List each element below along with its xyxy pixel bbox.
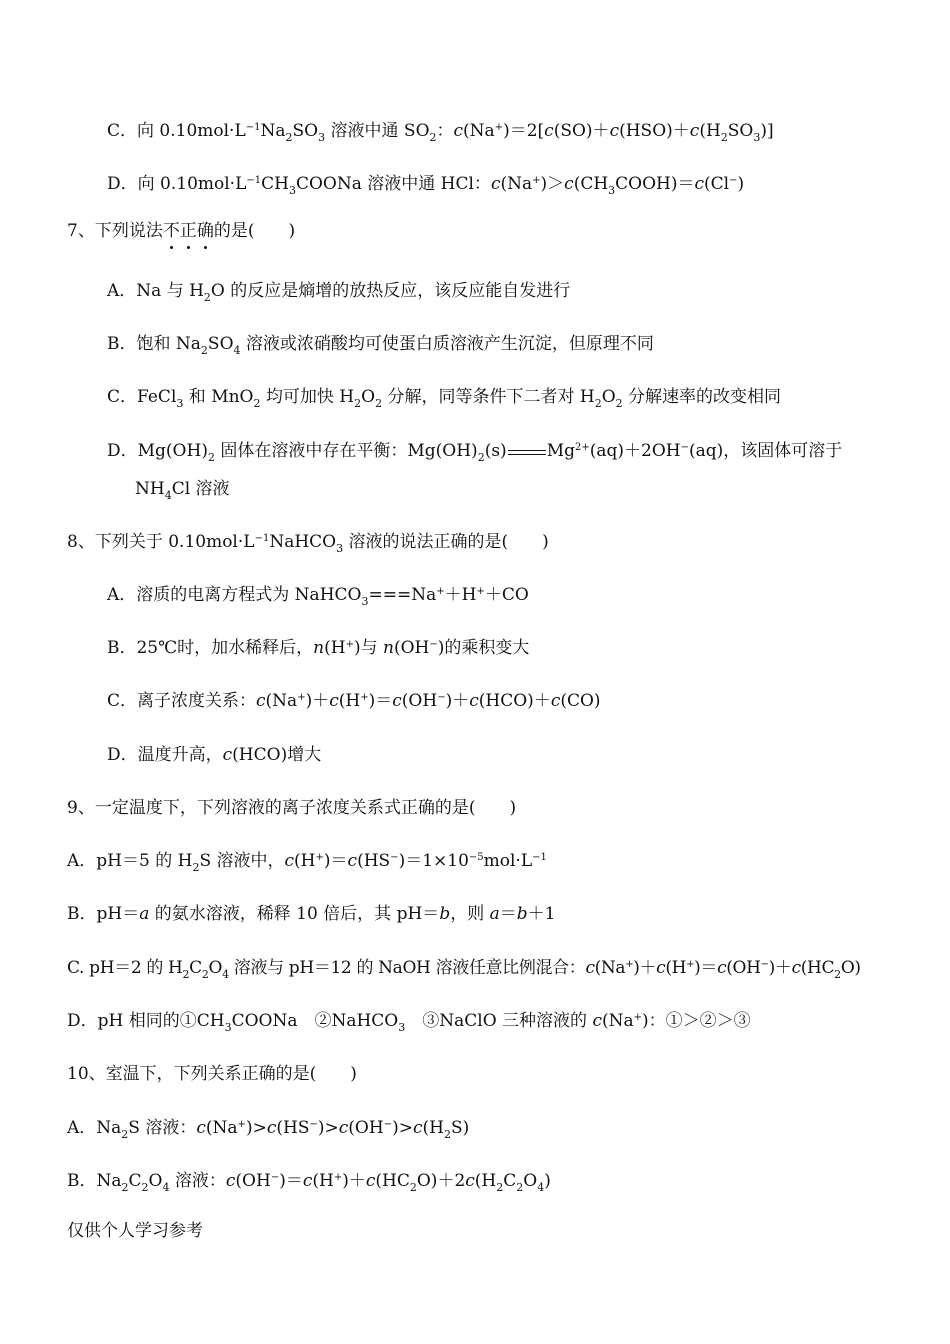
- q7-option-a: A．Na 与 $H_2O$ 的反应是熵增的放热反应，该反应能自发进行: [107, 281, 571, 304]
- emphasis-char: 确: [196, 221, 214, 241]
- question-9-stem: 9、一定温度下，下列溶液的离子浓度关系式正确的是( ): [67, 798, 517, 818]
- q9-option-d: D．pH 相同的$①CH_3COONa$ ②NaHCO$_3$ ③NaClO 三种溶液的 c(Na+)：①＞②＞③: [67, 1011, 751, 1034]
- q7-option-b: B．饱和 $Na_2SO_4$ 溶液或浓硝酸均可使蛋白质溶液产生沉淀，但原理不同: [107, 334, 654, 357]
- q10-option-b: B．$Na_2C_2O_4$ 溶液：$c(OH^-)=c(H^+)+c(HC_2O)+2c(H_2C_2O_4)$: [67, 1171, 551, 1194]
- q6-option-c: C．向 $0.10mol\cdot L^{-1}Na_2SO_3$ 溶液中通 $SO_2$：$c(Na^+)=2[c(SO)+c(HSO)+c(H_2SO_3)]$: [107, 121, 774, 144]
- q7-option-d: D．$Mg(OH)_2$ 固体在溶液中存在平衡：$Mg(OH)_2(s)$ $Mg^{2+}(aq)+2OH^-(aq)$，该固体可溶于: [107, 441, 843, 464]
- question-7-stem: 7、下列说法不正确的是( ): [67, 221, 296, 241]
- q10-option-a: A．$Na_2S$ 溶液：$c(Na^+)>c(HS^-)>c(OH^-)>c(H_2S)$: [67, 1118, 470, 1141]
- q7-option-c: C．FeCl$_3$ 和 MnO$_2$ 均可加快 $H_2O_2$ 分解，同等条件下二者对 $H_2O_2$ 分解速率的改变相同: [107, 387, 782, 410]
- q8-option-b: B．25℃时，加水稀释后，n(H+)与 n(OH−)的乘积变大: [107, 638, 530, 658]
- q8-option-d: D．温度升高，c(HCO)增大: [107, 745, 322, 765]
- q6-option-d: D．向 $0.10mol\cdot L^{-1}CH_3COONa$ 溶液中通 HCl：$c(Na^+)>c(CH_3COOH)=c(Cl^-)$: [107, 174, 745, 197]
- q9-option-a: A．pH＝5 的 $H_2S$ 溶液中，$c(H^+)=c(HS^-)=1\times 10^{-5}mol\cdot L^{-1}$: [67, 851, 547, 874]
- q8-option-a: A．溶质的电离方程式为 NaHCO$_3$===Na+＋H+＋CO: [107, 585, 529, 608]
- q9-option-b: B．pH＝a 的氨水溶液，稀释 10 倍后，其 pH＝b，则 a＝b＋1: [67, 904, 556, 924]
- emphasis-char: 正: [179, 221, 197, 241]
- emphasis-char: 不: [162, 221, 180, 241]
- q9-option-c: C. pH＝2 的 $H_2C_2O_4$ 溶液与 pH＝12 的 NaOH 溶液任意比例混合：$c(Na^+)+c(H^+)=c(OH^-)+c(HC_2O)$: [67, 958, 861, 981]
- question-10-stem: 10、室温下，下列关系正确的是( ): [67, 1064, 357, 1084]
- q8-option-c: C．离子浓度关系：c(Na+)＋c(H+)＝c(OH−)＋c(HCO)＋c(CO): [107, 691, 601, 711]
- footer-note: 仅供个人学习参考: [67, 1221, 203, 1241]
- question-8-stem: 8、下列关于 $0.10mol\cdot L^{-1}NaHCO_3$ 溶液的说法正确的是( ): [67, 532, 549, 555]
- q7-option-d-continued: $NH_4Cl$ 溶液: [135, 479, 230, 502]
- equilibrium-arrow-icon: [508, 447, 546, 457]
